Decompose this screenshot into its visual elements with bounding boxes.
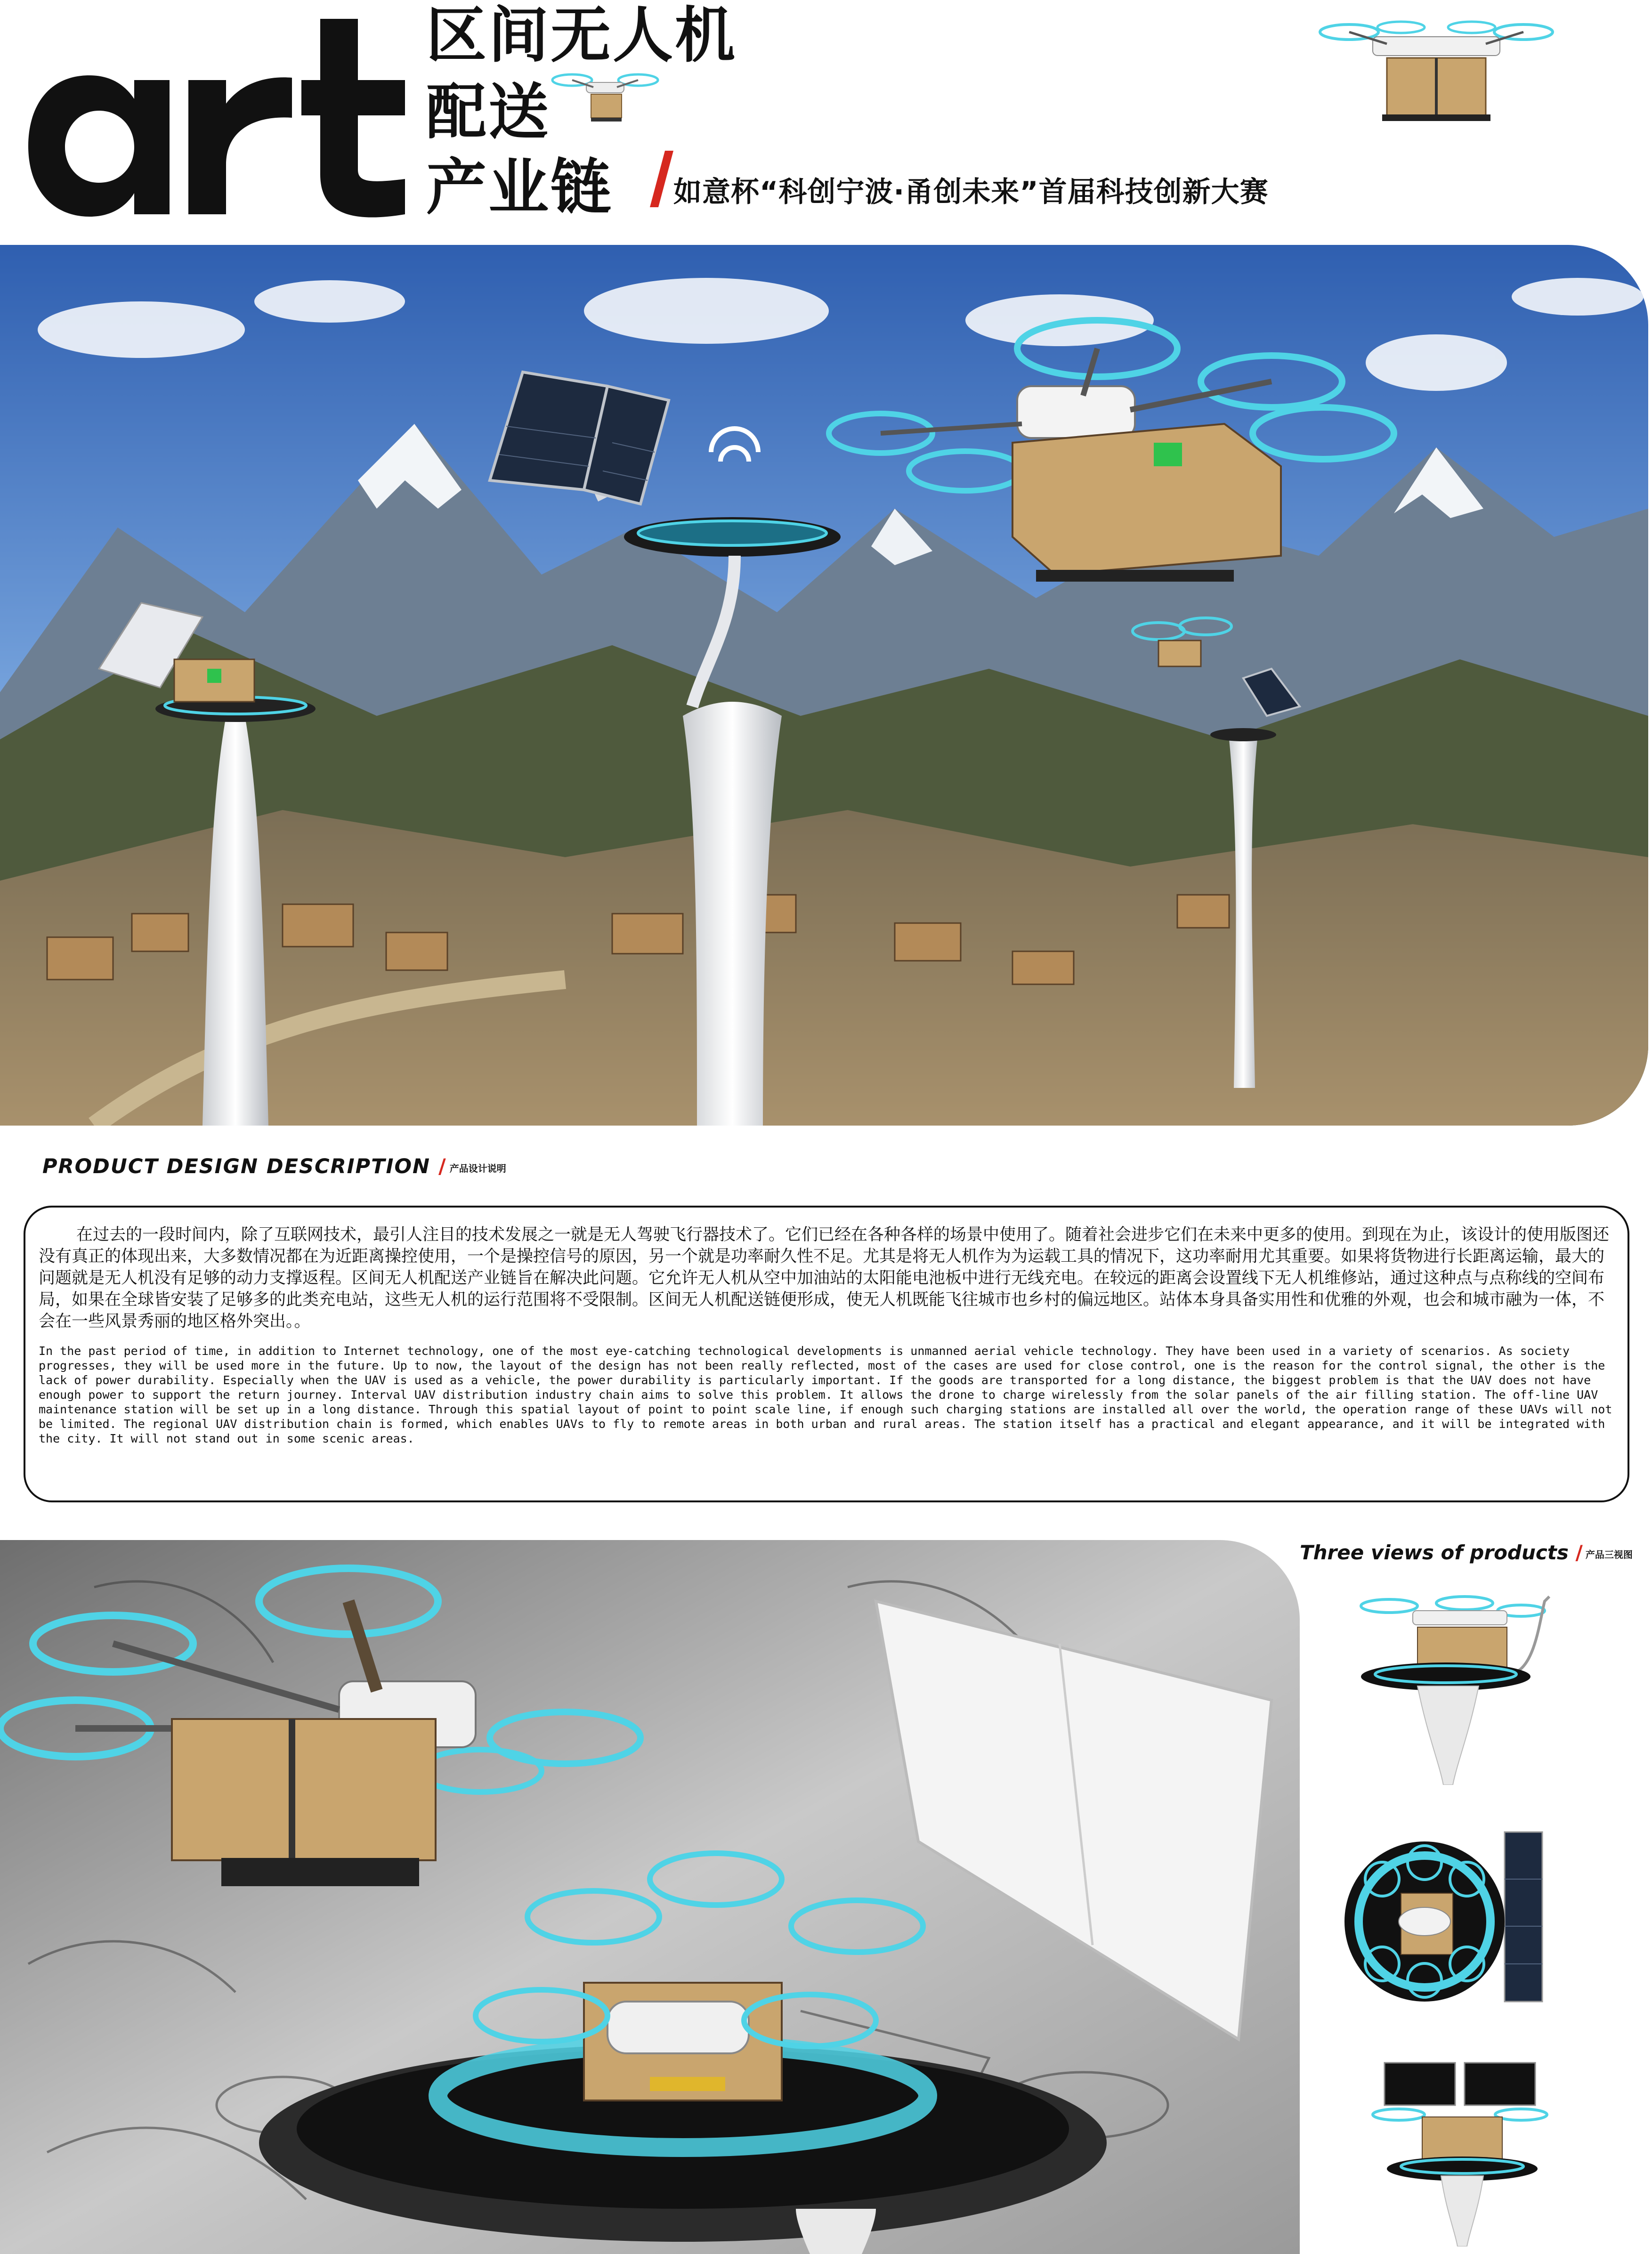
station-drone-thumbnail-icon bbox=[1316, 18, 1556, 126]
heading-slash: / bbox=[438, 1155, 447, 1178]
hero-scene-render bbox=[0, 245, 1648, 1126]
product-closeup-render bbox=[0, 1540, 1300, 2254]
description-text-cn: 在过去的一段时间内，除了互联网技术，最引人注目的技术发展之一就是无人驾驶飞行器技术了。它们已经在各种各样的场景中使用了。随着社会进步它们在未来中更多的使用。到现在为止，该设计的使用版图还没有真正的体现出来，大多数情况都在为近距离操控使用，一个是操控信号的原因，另一个就是功率耐久性不足。尤其是将无人机作为为运载工具的情况下，这功率耐用尤其重要。如果将货物进行长距离运输，最大的问题就是无人机没有足够的动力支撑返程。区间无人机配送产业链旨在解决此问题。它允许无人机从空中加油站的太阳能电池板中进行无线充电。在较远的距离会设置线下无人机维修站，通过这种点与点称线的空间布局，如果在全球皆安装了足够多的此类充电站，这些无人机的运行范围将不受限制。区间无人机配送链便形成，使无人机既能飞往城市也乡村的偏远地区。站体本身具备实用性和优雅的外观，也会和城市融为一体，不会在一些风景秀丽的地区格外突出。。 bbox=[39, 1225, 1610, 1331]
heading-slash: / bbox=[1575, 1541, 1583, 1564]
description-heading-cn: 产品设计说明 bbox=[449, 1163, 506, 1174]
description-heading-en: PRODUCT DESIGN DESCRIPTION bbox=[42, 1155, 431, 1178]
side-view-render bbox=[1366, 2058, 1563, 2246]
front-view-render bbox=[1356, 1592, 1573, 1785]
three-views-heading-cn: 产品三视图 bbox=[1585, 1549, 1633, 1560]
title-line-1: 区间无人机 bbox=[426, 0, 737, 71]
drone-thumbnail-icon bbox=[551, 68, 659, 130]
top-view-render bbox=[1307, 1808, 1599, 2035]
three-views-heading bbox=[1300, 1541, 1633, 1564]
competition-subtitle: 如意杯“科创宁波·甬创未来”首届科技创新大赛 bbox=[673, 176, 1269, 209]
title-line-2: 配送 bbox=[426, 77, 551, 147]
title-line-3: 产业链 bbox=[426, 153, 613, 223]
description-panel bbox=[24, 1206, 1629, 1502]
red-slash-divider bbox=[650, 151, 673, 207]
description-heading bbox=[42, 1155, 506, 1178]
art-logo bbox=[19, 9, 414, 231]
three-views-heading-en: Three views of products bbox=[1300, 1541, 1569, 1564]
description-text-en: In the past period of time, in addition to Internet technology, one of the most eye-catching technological developments is unmanned aerial vehicle technology. They have been used in a variety of scenarios. As society progresses, they will be used more in the future. Up to now, the layout of the design has not been really reflected, most of the cases are used for close control, one is the reason for the control signal, the other is the lack of power durability. Especially when the UAV is used as a vehicle, the power durability is particularly important. If the goods are transported for a long distance, the biggest problem is that the UAV does not have enough power to support the return journey. Interval UAV distribution industry chain aims to solve this problem. It allows the drone to charge wirelessly from the solar panels of the air filling station. The off-line UAV maintenance station will be set up in a long distance. Through this spatial layout of point to point scale line, if enough such charging stations are installed all over the world, the operation range of these UAVs will not be limited. The regional UAV distribution chain is formed, which enables UAVs to fly to remote areas in both urban and rural areas. The station itself has a practical and elegant appearance, and it will be integrated with the city. It will not stand out in some scenic areas. bbox=[39, 1344, 1612, 1445]
